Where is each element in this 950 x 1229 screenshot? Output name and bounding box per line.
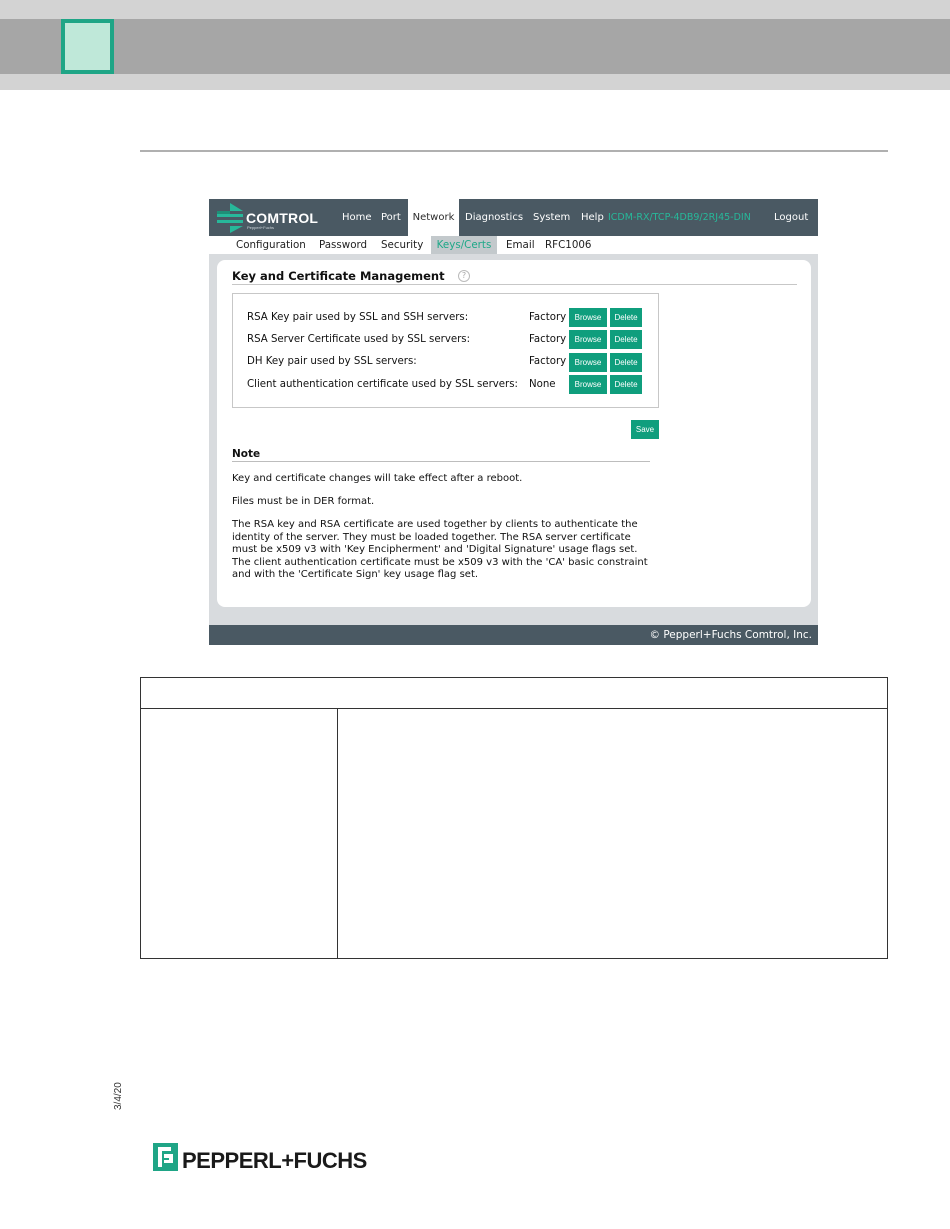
delete-button-rsa-cert[interactable]: Delete xyxy=(610,330,642,349)
note-divider xyxy=(232,461,650,462)
top-nav-bar xyxy=(209,199,818,236)
nav-port[interactable]: Port xyxy=(381,212,401,223)
chapter-tab-marker xyxy=(61,19,114,74)
help-icon[interactable]: ? xyxy=(458,270,470,282)
table-header-row xyxy=(141,678,887,709)
row-status-rsa-key: Factory xyxy=(529,312,567,323)
nav-home[interactable]: Home xyxy=(342,212,372,223)
pepperl-fuchs-logo-icon xyxy=(153,1143,178,1171)
row-status-dh-key: Factory xyxy=(529,356,567,367)
nav-help[interactable]: Help xyxy=(581,212,604,223)
row-label-rsa-key: RSA Key pair used by SSL and SSH servers: xyxy=(247,312,469,323)
copyright-text: © Pepperl+Fuchs Comtrol, Inc. xyxy=(649,629,812,641)
web-ui-screenshot xyxy=(209,199,818,645)
footer-brand: PEPPERL+FUCHS xyxy=(182,1148,367,1173)
section-rule xyxy=(140,150,888,152)
header-band-top xyxy=(0,0,950,19)
browse-button-rsa-cert[interactable]: Browse xyxy=(569,330,607,349)
save-button[interactable]: Save xyxy=(631,420,659,439)
nav-system[interactable]: System xyxy=(533,212,571,223)
content-panel xyxy=(217,260,811,607)
key-list-box xyxy=(232,293,659,408)
sub-nav-bar xyxy=(209,236,818,254)
note-rsa-details: The RSA key and RSA certificate are used together by clients to authenticate the identity of the server. They must be loaded together. The RSA server certificate must be x509 v3 with 'Key Encipherment' and 'Digital Signature' usage flags set. The client authentication certificate must be x509 v3 with the 'CA' basic constraint and with the 'Certificate Sign' key usage flag set. xyxy=(232,519,648,580)
note-title: Note xyxy=(232,448,261,460)
browse-button-client-cert[interactable]: Browse xyxy=(569,375,607,394)
browse-button-rsa-key[interactable]: Browse xyxy=(569,308,607,327)
row-status-rsa-cert: Factory xyxy=(529,334,567,345)
comtrol-logo xyxy=(217,203,327,233)
note-reboot: Key and certificate changes will take effect after a reboot. xyxy=(232,473,523,484)
device-name: ICDM-RX/TCP-4DB9/2RJ45-DIN xyxy=(608,212,751,223)
browse-button-dh-key[interactable]: Browse xyxy=(569,353,607,372)
row-label-dh-key: DH Key pair used by SSL servers: xyxy=(247,356,417,367)
subnav-security[interactable]: Security xyxy=(381,239,424,251)
delete-button-dh-key[interactable]: Delete xyxy=(610,353,642,372)
brand-sub: Pepperl+Fuchs xyxy=(247,225,275,230)
subnav-rfc1006[interactable]: RFC1006 xyxy=(545,239,592,251)
delete-button-rsa-key[interactable]: Delete xyxy=(610,308,642,327)
comtrol-logo-icon xyxy=(217,203,243,233)
subnav-configuration[interactable]: Configuration xyxy=(236,239,306,251)
nav-diagnostics[interactable]: Diagnostics xyxy=(465,212,524,223)
nav-logout[interactable]: Logout xyxy=(774,212,809,223)
nav-network[interactable]: Network xyxy=(408,199,459,236)
row-status-client-cert: None xyxy=(529,379,556,390)
row-label-rsa-cert: RSA Server Certificate used by SSL servers: xyxy=(247,334,471,345)
screenshot-footer xyxy=(209,625,818,645)
brand-name: COMTROL xyxy=(246,210,319,226)
header-band-bottom xyxy=(0,74,950,90)
note-der-format: Files must be in DER format. xyxy=(232,496,375,507)
row-label-client-cert: Client authentication certificate used by SSL servers: xyxy=(247,379,518,390)
subnav-password[interactable]: Password xyxy=(319,239,368,251)
panel-title: Key and Certificate Management xyxy=(232,269,445,283)
subnav-keys-certs[interactable]: Keys/Certs xyxy=(431,236,497,254)
delete-button-client-cert[interactable]: Delete xyxy=(610,375,642,394)
page-date: 3/4/20 xyxy=(113,1082,124,1110)
subnav-email[interactable]: Email xyxy=(506,239,535,251)
empty-table xyxy=(140,677,888,959)
title-divider xyxy=(232,284,797,285)
table-column-divider xyxy=(337,709,338,958)
header-band xyxy=(0,19,950,74)
